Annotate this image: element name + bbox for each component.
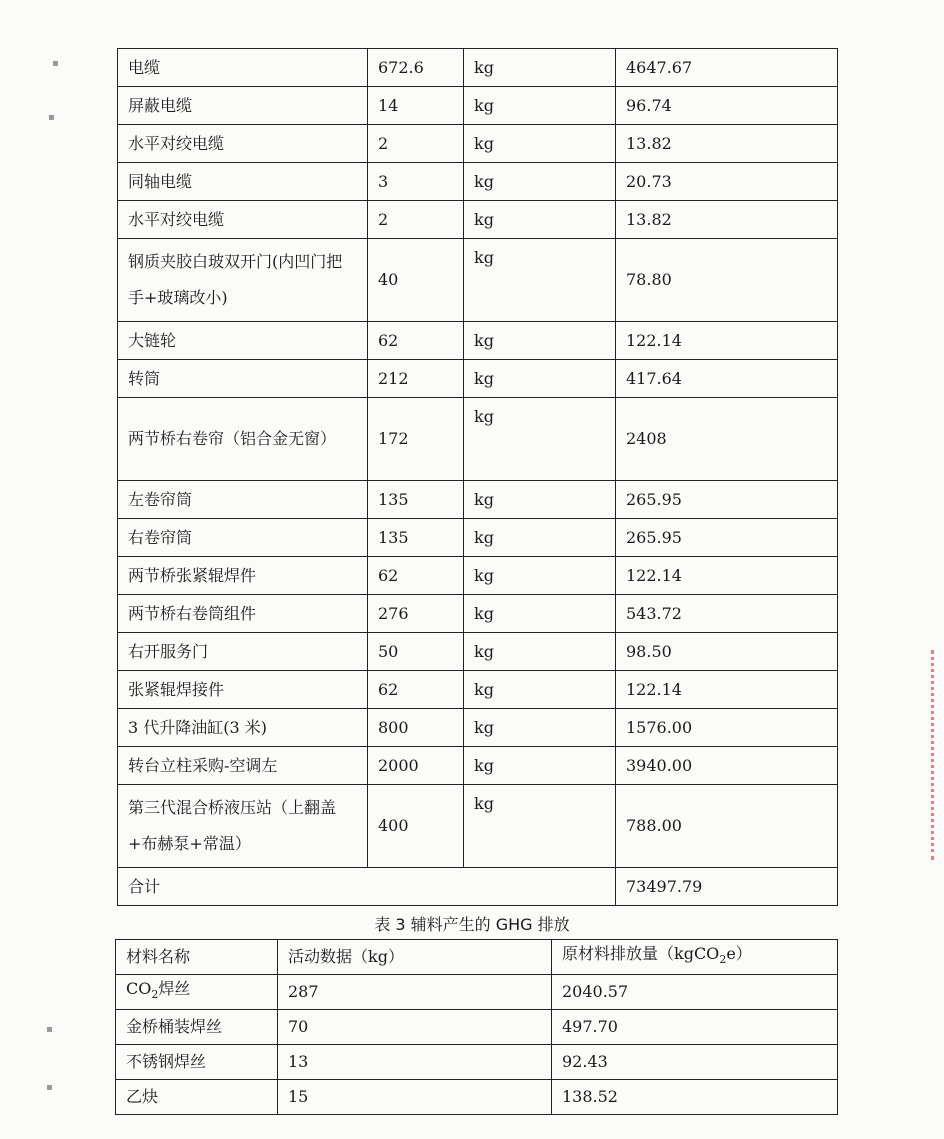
material-name-cell: 右卷帘筒 [118,519,368,557]
quantity-cell: 400 [368,785,464,868]
material-emission-table [117,48,838,906]
material-name-cell: 两节桥右卷筒组件 [118,595,368,633]
quantity-cell: 62 [368,322,464,360]
quantity-cell: 212 [368,360,464,398]
table-header-row [116,940,838,975]
quantity-cell: 50 [368,633,464,671]
aux-material-name-cell: 不锈钢焊丝 [116,1045,278,1080]
quantity-cell: 2 [368,201,464,239]
header-activity-data: 活动数据（kg） [278,940,552,975]
table-row [118,557,838,595]
table-row [118,49,838,87]
unit-cell: kg [464,595,616,633]
material-name-cell: 大链轮 [118,322,368,360]
quantity-cell: 135 [368,481,464,519]
table-row [116,1080,838,1115]
scan-speck: ▪ [46,1024,53,1035]
emission-cell: 3940.00 [616,747,838,785]
material-name-cell: 同轴电缆 [118,163,368,201]
unit-cell: kg [464,709,616,747]
emission-cell: 265.95 [616,519,838,557]
scan-speck: ▪ [52,58,59,69]
material-name-cell: 右开服务门 [118,633,368,671]
table-row [118,87,838,125]
quantity-cell: 62 [368,671,464,709]
quantity-cell: 276 [368,595,464,633]
unit-cell: kg [464,785,616,868]
unit-cell: kg [464,747,616,785]
table-row [118,201,838,239]
auxiliary-emission-table [115,939,838,1115]
material-name-cell: 转台立柱采购-空调左 [118,747,368,785]
aux-emission-cell: 497.70 [552,1010,838,1045]
table-row [118,785,838,868]
unit-cell: kg [464,481,616,519]
unit-cell: kg [464,322,616,360]
quantity-cell: 62 [368,557,464,595]
table-row [118,125,838,163]
emission-cell: 13.82 [616,125,838,163]
material-name-cell: 3 代升降油缸(3 米) [118,709,368,747]
quantity-cell: 2000 [368,747,464,785]
quantity-cell: 800 [368,709,464,747]
material-name-cell: 电缆 [118,49,368,87]
emission-cell: 96.74 [616,87,838,125]
quantity-cell: 135 [368,519,464,557]
unit-cell: kg [464,671,616,709]
emission-cell: 122.14 [616,671,838,709]
aux-activity-cell: 287 [278,975,552,1010]
emission-cell: 265.95 [616,481,838,519]
quantity-cell: 3 [368,163,464,201]
total-row [118,868,838,906]
quantity-cell: 14 [368,87,464,125]
emission-cell: 78.80 [616,239,838,322]
table-row [118,360,838,398]
material-name-cell: 张紧辊焊接件 [118,671,368,709]
material-name-cell: 水平对绞电缆 [118,125,368,163]
material-name-cell: 两节桥张紧辊焊件 [118,557,368,595]
scan-speck: ▪ [48,112,55,123]
material-name-cell: 左卷帘筒 [118,481,368,519]
quantity-cell: 672.6 [368,49,464,87]
table-row [118,239,838,322]
quantity-cell: 2 [368,125,464,163]
emission-cell: 122.14 [616,322,838,360]
aux-emission-cell: 2040.57 [552,975,838,1010]
unit-cell: kg [464,87,616,125]
scan-speck: ▪ [46,1082,53,1093]
unit-cell: kg [464,633,616,671]
aux-emission-cell: 138.52 [552,1080,838,1115]
table-row [118,398,838,481]
unit-cell: kg [464,398,616,481]
table-row [118,747,838,785]
emission-cell: 1576.00 [616,709,838,747]
total-value: 73497.79 [616,868,838,906]
unit-cell: kg [464,49,616,87]
unit-cell: kg [464,163,616,201]
table-row [118,322,838,360]
aux-activity-cell: 70 [278,1010,552,1045]
aux-material-name-cell: 金桥桶装焊丝 [116,1010,278,1045]
emission-cell: 122.14 [616,557,838,595]
table-row [116,975,838,1010]
material-name-cell: 屏蔽电缆 [118,87,368,125]
header-material-name: 材料名称 [116,940,278,975]
table-row [118,671,838,709]
table-row [118,519,838,557]
unit-cell: kg [464,201,616,239]
table-row [116,1045,838,1080]
emission-cell: 20.73 [616,163,838,201]
table-row [118,481,838,519]
quantity-cell: 172 [368,398,464,481]
unit-cell: kg [464,360,616,398]
unit-cell: kg [464,557,616,595]
emission-cell: 417.64 [616,360,838,398]
quantity-cell: 40 [368,239,464,322]
material-name-cell: 第三代混合桥液压站（上翻盖+布赫泵+常温） [118,785,368,868]
emission-cell: 13.82 [616,201,838,239]
table-row [118,595,838,633]
aux-material-name-cell: $CO_2$焊丝 [116,975,278,1010]
unit-cell: kg [464,125,616,163]
red-seal-edge [931,650,944,860]
aux-material-name-cell: 乙炔 [116,1080,278,1115]
emission-cell: 98.50 [616,633,838,671]
unit-cell: kg [464,239,616,322]
header-emission: 原材料排放量（kgCO$_2$e） [552,940,838,975]
emission-cell: 2408 [616,398,838,481]
table-row [118,163,838,201]
aux-activity-cell: 15 [278,1080,552,1115]
aux-activity-cell: 13 [278,1045,552,1080]
aux-emission-cell: 92.43 [552,1045,838,1080]
material-name-cell: 钢质夹胶白玻双开门(内凹门把手+玻璃改小) [118,239,368,322]
emission-cell: 543.72 [616,595,838,633]
total-label: 合计 [118,868,616,906]
emission-cell: 4647.67 [616,49,838,87]
table3-caption: 表 3 辅料产生的 GHG 排放 [374,915,570,934]
table-row [116,1010,838,1045]
material-name-cell: 转筒 [118,360,368,398]
table-row [118,633,838,671]
material-name-cell: 水平对绞电缆 [118,201,368,239]
unit-cell: kg [464,519,616,557]
material-name-cell: 两节桥右卷帘（铝合金无窗） [118,398,368,481]
emission-cell: 788.00 [616,785,838,868]
table-row [118,709,838,747]
